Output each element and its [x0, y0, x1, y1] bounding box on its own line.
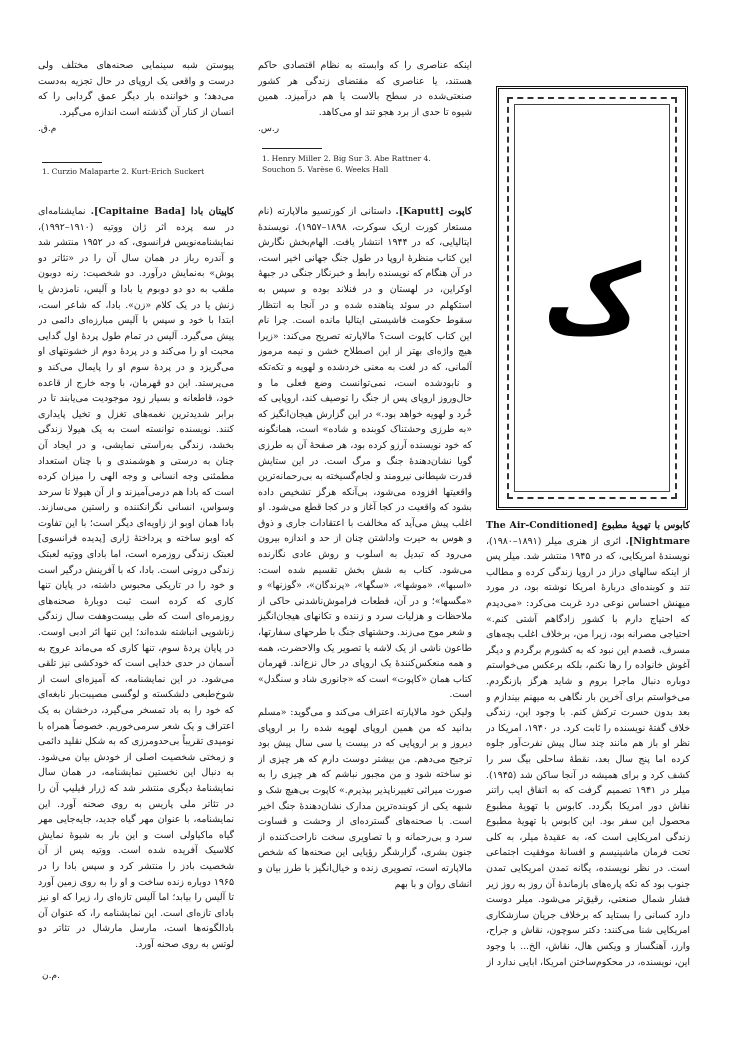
continued-paragraph: پیوستن شبه سینمایی صحنه‌های مختلف ولی درست و واقعی یک اروپای در حال تجزیه به‌دست می‌دهد؛ و خواننده بار دیگر عمق گردابی را که انسان از کنار آن گذشته است اندازه می‌گیرد.	[38, 60, 234, 118]
entry-body: اثری از هنری میلر (۱۸۹۱–۱۹۸۰)، نویسندهٔ امریکایی، که در ۱۹۴۵ منتشر شد. میلر پس از اینکه سالهای دراز در اروپا زندگی کرده و مطالب تند و کوبنده‌ای دربارهٔ امریکا نوشته بود، در مورد میهنش احساس نوعی درد غربت می‌کرد: «می‌دیدم که احتیاج دارم با کشور زادگاهم آشتی کنم.» احتیاجی مصرانه بود، زیرا من، برخلاف اغلب بچه‌های مسرف، قصدم این نبود که به کشورم برگردم و دیگر آغوش خانواده را رها نکنم، بلکه برعکس می‌خواستم دوباره دنبال ماجرا بروم و شاید هرگز بازنگردم. می‌خواستم برای آخرین بار نگاهی به میهنم بیندازم و بعد بدون حسرت ترکش کنم. با وجود این، زندگی خلاف گفتهٔ نویسنده را ثابت کرد. در ۱۹۴۰، امریکا در نظر او باز هم مانند چند سال پیش نفرت‌آور جلوه کرده اما پنج سال بعد، نقطهٔ ساحلی بیگ سر را کشف کرد و برای همیشه در آنجا ساکن شد (۱۹۴۵). میلر در ۱۹۴۱ تصمیم گرفت که به اتفاق ایب راتنر نقاش دور امریکا بگردد. کابوس با تهویهٔ مطبوع محصول این سفر بود. این کابوس با تهویهٔ مطبوع زندگی امریکایی است که، به عقیدهٔ میلر، به کلی تحت فرمان ماشینیسم و افسانهٔ موفقیت اجتماعی است. در نظر نویسنده، یگانه تمدن امریکایی تمدن جنوب بود که تکه پاره‌های بازماندهٔ آن روز به روز زیر فشار شمال صنعتی، رقیق‌تر می‌شود. میلر دوست دارد کسانی را بستاید که برخلاف جریان سازشکاری امریکایی شنا می‌کنند: دکتر سوچون، نقاش و جراح، وارز، آهنگساز و ویکس هال، نقاش، الخ... با وجود این، نویسنده، در محکوم‌ساختن امریکا، ابایی ندارد از	[486, 535, 690, 968]
ornamental-letter-frame	[496, 86, 688, 510]
middle-column	[258, 58, 472, 138]
author-initials: م.ن.	[42, 971, 60, 981]
footnotes: 1. Henry Miller 2. Big Sur 3. Abe Rattner 4. Souchon 5. Varèse 6. Weeks Hall	[262, 154, 431, 174]
author-initials: ر.س.	[258, 124, 280, 135]
footnotes: 1. Curzio Malaparte 2. Kurt-Erich Suckert	[42, 167, 205, 176]
author-initials: م.ق.	[38, 124, 57, 135]
entry-body: نمایشنامه‌ای در سه پرده اثر ژان ووتیه (۱۹۱۰–۱۹۹۲)، نمایشنامه‌نویس فرانسوی، که در ۱۹۵۲ منتشر شد و آندره رباز در همان سال آن را در «تئاتر دو پوش» به‌نمایش درآورد. دو شخصیت: رنه دوبون ملقب به دو دو دوبوم یا بادا و آلیس، نامزدش یا زنش یا در یک کلام «زن». بادا، که شاعر است، ابتدا با خود و سپس با آلیس مبارزه‌ای دائمی در پیش می‌گیرد. آلیس در تمام طول پردهٔ اول گدایی محبت او را می‌کند و در پردهٔ دوم از خشونتهای او می‌گریزد و در پردهٔ سوم او را پایمال می‌کند و می‌پرستد. این دو قهرمان، با وجه خارج از قاعده خود، قاطعانه و بسیار زود موجودیت می‌یابند تا در برابر شدیدترین نغمه‌های تغزل و تخیل پایداری کنند. نویسنده توانسته است به یک هیولا زندگی بخشد، زندگی به‌راستی نمایشی، و در ایجاد آن چنان به درستی و هوشمندی و با چنان استعداد مطمئنی وجه انسانی و وجه الهی را میزان کرده است که بادا هم درمی‌آمیزند و از آن هیولا تا سرحد وسواس، انسانی نگرانکننده و راستین می‌سازند. بادا همان اوبو از زاویه‌ای دیگر است؛ با این تفاوت که اوبو ساخته و پرداختهٔ ژاری [پدیده فرانسوی] لعبتک زندگی روزمره است، اما بادای ووتیه لعبتک زندگی درونی است. بادا، که با آفرینش درگیر است و خود را در تاریکی محبوس داشته، در پایان تنها کاری که کرده است ثبت دوبارهٔ صحنه‌های روزمره‌ای است که طی بیست‌وهفت سال زندگی زناشویی انباشته شده‌اند؛ این تنها اثر ادبی اوست. در پایان پردهٔ سوم، تنها کاری که می‌ماند عروج به آسمان در حدی خدایی است که خودکشی نیز تلقی می‌شود. در این نمایشنامه، که آمیزه‌ای است از شوخ‌طبعی دلشکسته و لوگسی مصیبت‌بار نابغه‌ای که خود را به باد تمسخر می‌گیرد، درخشان به یک اعتراف و یک شعر سرمی‌خوریم. خصوصاً همراه با نومیدی تقریباً بی‌حدومرزی که به شکل نقلید دائمی و زمختی شخصیت اصلی از خودش بیان می‌شود. به دنبال این نخستین نمایشنامه، در همان سال نمایشنامهٔ دیگری منتشر شد که ژرار فیلیپ آن را در تئاتر ملی پاریس به روی صحنه آورد. این نمایشنامه، با عنوان مهر گیاه جدید، جایه‌جایی مهر گیاه ماکیاولی است و این بار به شیوهٔ نمایش کلاسیک آفریده شده است. ووتیه پس از آن شخصیت بادز را منتشر کرد و سپس بادا را در ۱۹۶۵ دوباره زنده ساخت و او را به روی زمین آورد تا آلیس را بیابد؛ اما آلیس تازه‌ای را، زیرا که او نیز بادای تازه‌ای است. این نمایشنامه را، که عنوان آن بادالگونه‌ها است، مارسل مارشال در تئاتر دو لوتس به روی صحنه آورد.	[38, 206, 234, 950]
continued-paragraph: اینکه عناصری را که وابسته به نظام اقتصادی حاکم هستند، یا عناصری که مقتضای زندگی هر کشور صنعتی‌شده در سطح بالاست یا هم درآمیزد. همین شیوه تا حدی از برد هجو تند او می‌کاهد.	[258, 60, 472, 118]
footnote-divider	[42, 162, 102, 163]
left-column	[38, 58, 234, 138]
entry-body: ولیکن خود مالاپارته اعتراف می‌کند و می‌گوید: «مسلم بدانید که من همین اروپای لهویه شده را بر اروپای دیروز و بر اروپایی که در بیست یا سی سال پیش بود ترجیح می‌دهم. من بیشتر دوست دارم که هر چیزی از نو ساخته شود و من مجبور نباشم که هر چیزی را به صورت میراثی تغییرناپذیر بپذیرم.» کاپوت بی‌هیچ شک و شبهه یکی از کوبنده‌ترین مدارک نشان‌دهندهٔ جنگ اخیر است. با صحنه‌های گسترده‌ای از وحشت و قساوت سرد و بی‌رحمانه و با تصاویری سخت ناراحت‌کننده از جنون بشری، گزارشگر رؤیایی این صحنه‌ها که شخص مالاپارته است، تصویری زنده و خیال‌انگیز با طرز بیان و انشای روان و با بهم	[258, 707, 472, 890]
entry-heading: کاپیتان بادا [Capitaine Bada].	[90, 206, 234, 217]
entry-body: داستانی از کورتسیو مالاپارته (نام مستعار کورت اریک سوکرت، ۱۸۹۸–۱۹۵۷)، نویسندهٔ ایتالیایی، که در ۱۹۴۴ انتشار یافت. الهام‌بخش نگارش این کتاب منظرهٔ اروپا در طول جنگ جهانی اخیر است، در آن هنگام که نویسنده رابط و خبرنگار جنگی در جبههٔ اوکراین، در لهستان و در فنلاند بوده و سپس به استکهلم در سوئد پناهنده شده و در آنجا به انتظار سقوط حکومت فاشیستی ایتالیا مانده است. چرا نام این کتاب کاپوت است؟ مالاپارته تصریح می‌کند: «زیرا هیچ واژه‌ای بهتر از این اصطلاح خشن و نیمه مرموز آلمانی، که در لغت به معنی خردشده و لهویه و تکه‌تکه و نابودشده است، نمی‌توانست وضع فعلی ما و حال‌وروز اروپای پس از جنگ را توصیف کند، اروپایی که خُرد و لهویه خواهد بود.» در این گزارش هیجان‌انگیز که «به طرزی وحشتناک کوبنده و شاده» است، همانگونه که خود نویسنده آرزو کرده بود، هر صفحهٔ آن به طرزی گویا نشان‌دهندهٔ جنگ و مرگ است. در این ستایش قدرت شیطانی نیرومند و لجام‌گسیخته به بی‌رحمانه‌ترین واقعیتها افزوده می‌شود، بی‌آنکه هرگز تشخیص داده بشود که واقعیت در کجا آغاز و در کجا قطع می‌شود. او اغلب پیش می‌آید که مخالفت با اعتقادات جاری و ذوق و هوس به حیرت واداشتن چنان از حد و اندازه بیرون می‌رود که تبدیل به اسلوب و روش عادی نگارنده می‌شود. کتاب به شش بخش تقسیم شده است: «اسبها»، «موشها»، «سگها»، «پرندگان»، «گوزنها» و «مگسها»؛ و در آن، قطعات فراموش‌ناشدنی حاکی از ملاحظات و هزلیات سرد و زننده و تکانهای هیجان‌انگیز و شعر موج می‌زند. وحشتهای جنگ با طرحهای سفارتها، طاعون ناشی از یک لاشه یا تصویر یک والاحضرت، همه و همه منعکس‌کنندهٔ یک اروپای در حال نزع‌اند. قهرمان کتاب همان «کاپوت» است که «جانوری شاد و سنگدل» است.	[258, 206, 472, 701]
entry-capitaine-bada	[38, 204, 234, 984]
section-letter: ک	[542, 244, 642, 356]
entry-heading: کاپوت [Kaputt].	[395, 206, 472, 217]
entry-heading: کابوس با تهویهٔ مطبوع [The Air-Conditioned Nightmare].	[486, 520, 690, 547]
footnote-divider	[262, 148, 322, 149]
entry-air-conditioned-nightmare	[486, 518, 690, 990]
entry-kaputt	[258, 204, 472, 994]
